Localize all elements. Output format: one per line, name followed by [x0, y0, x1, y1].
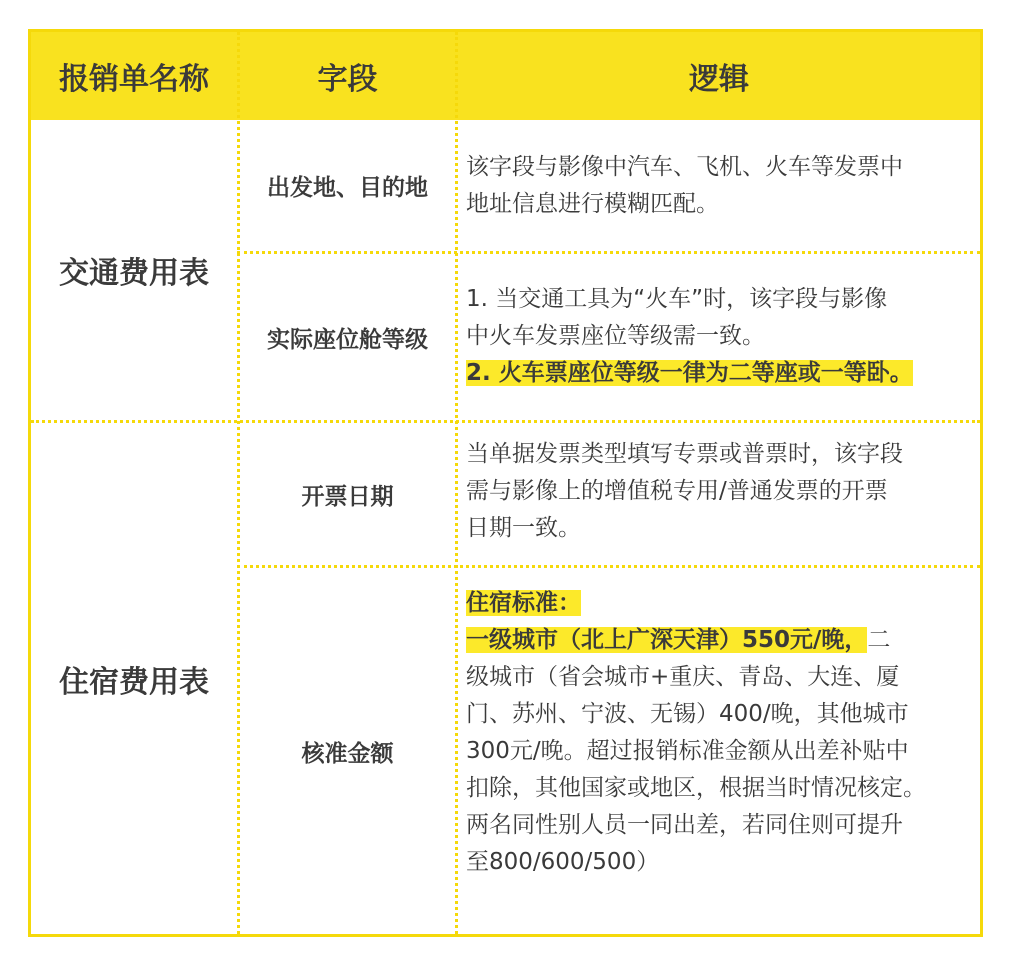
column-divider [455, 32, 458, 934]
logic-approved-amount [466, 585, 978, 881]
logic-invoice-date [466, 436, 978, 547]
highlighted-rule: 2. 火车票座位等级一律为二等座或一等卧。 [466, 360, 913, 386]
logic-line: 该字段与影像中汽车、飞机、火车等发票中 [466, 154, 903, 180]
lodging-standard-title: 住宿标准： [466, 590, 581, 616]
logic-line: 地址信息进行模糊匹配。 [466, 191, 719, 217]
logic-line: 需与影像上的增值税专用/普通发票的开票 [466, 478, 888, 504]
header-logic: 逻辑 [689, 62, 749, 97]
category-lodging: 住宿费用表 [59, 664, 209, 700]
logic-line: 级城市（省会城市+重庆、青岛、大连、厦 [466, 664, 900, 690]
category-transport: 交通费用表 [59, 256, 209, 291]
tier1-city-standard: 一级城市（北上广深天津）550元/晚， [466, 627, 868, 653]
field-invoice-date: 开票日期 [301, 483, 394, 510]
logic-seat-class [466, 281, 978, 392]
logic-line: 1. 当交通工具为“火车”时，该字段与影像 [466, 286, 888, 312]
logic-line: 日期一致。 [466, 515, 581, 541]
expense-rules-table [28, 29, 983, 937]
field-seat-class: 实际座位舱等级 [267, 326, 428, 353]
logic-text: 二 [867, 627, 891, 653]
logic-line: 至800/600/500） [466, 849, 660, 875]
logic-origin-destination [466, 149, 978, 223]
field-origin-destination: 出发地、目的地 [267, 175, 428, 201]
logic-line: 两名同性别人员一同出差，若同住则可提升 [466, 812, 903, 838]
table-header [31, 32, 980, 120]
header-field: 字段 [317, 62, 378, 97]
logic-line: 扣除，其他国家或地区，根据当时情况核定。 [466, 775, 926, 801]
header-report-name: 报销单名称 [59, 62, 209, 97]
logic-line: 门、苏州、宁波、无锡）400/晚，其他城市 [466, 701, 909, 727]
logic-line: 当单据发票类型填写专票或普票时，该字段 [466, 441, 903, 467]
field-approved-amount: 核准金额 [301, 740, 394, 767]
logic-line: 中火车发票座位等级需一致。 [466, 323, 765, 349]
logic-line: 300元/晚。超过报销标准金额从出差补贴中 [466, 738, 909, 764]
